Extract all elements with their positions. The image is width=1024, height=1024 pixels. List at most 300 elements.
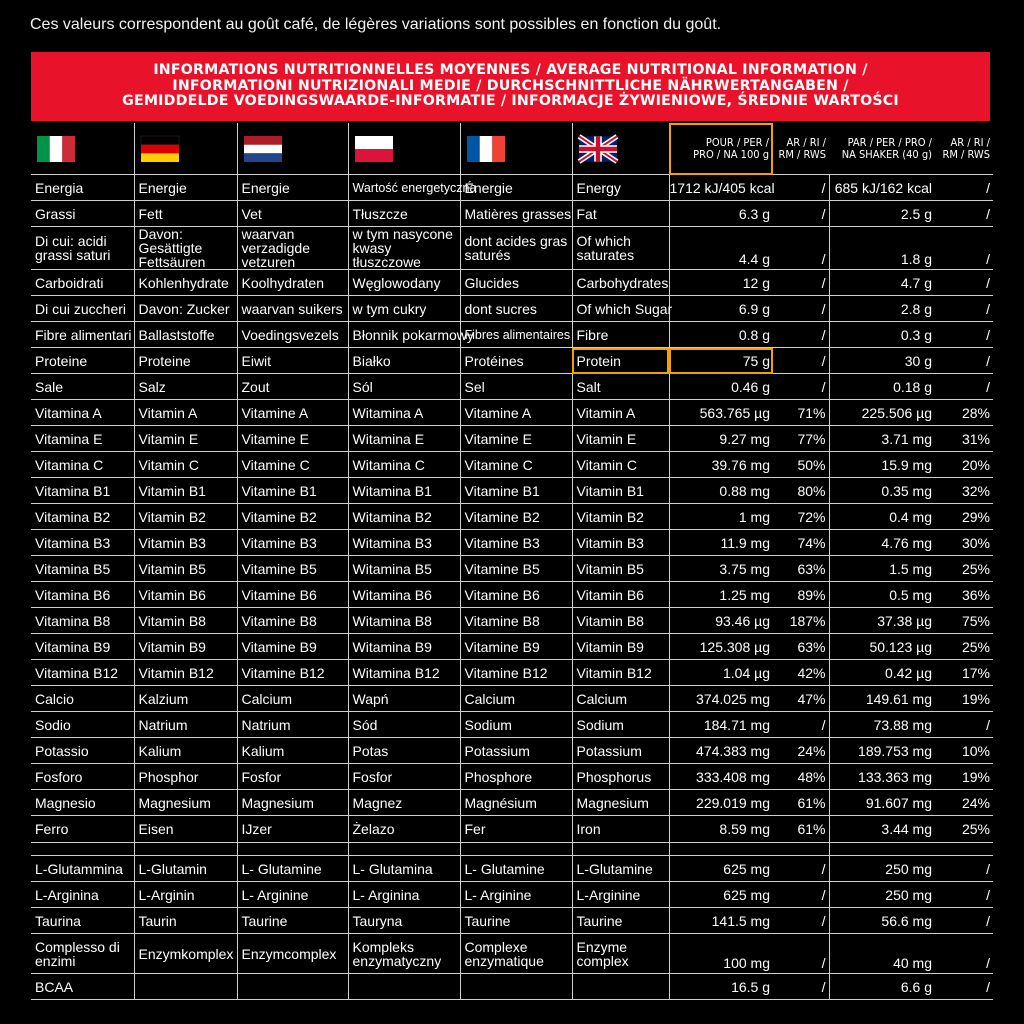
ri-per-shaker: [935, 764, 993, 790]
netherlands-flag-icon: [244, 136, 282, 162]
nutrient-name-en: Salt: [572, 374, 669, 400]
ri-value: /: [986, 912, 990, 929]
nutrient-name-en: Vitamin B9: [572, 634, 669, 660]
ri-per-shaker: [935, 530, 993, 556]
value-per-100g: 93.46 µg: [669, 608, 773, 634]
ri-value: /: [821, 251, 826, 267]
nutrient-name-en: L-Glutamine: [572, 856, 669, 882]
nutrient-name-fr: Vitamine B2: [460, 504, 572, 530]
nutrient-name-nl: L- Arginine: [237, 882, 348, 908]
ri-value: 77%: [797, 430, 826, 447]
nutrient-name-de: Fett: [134, 201, 237, 227]
ri-per-shaker: [935, 426, 993, 452]
ri-per-shaker: [935, 175, 993, 201]
ri-per-100g: [773, 686, 829, 712]
banner-line: INFORMATIONS NUTRITIONNELLES MOYENNES / AVERAGE NUTRITIONAL INFORMATION /: [153, 62, 868, 79]
nutrient-name-en: Vitamin A: [572, 400, 669, 426]
nutrient-name-it: Vitamina E: [31, 426, 134, 452]
flavour-note: Ces valeurs correspondent au goût café, de légères variations sont possibles en fonction du goût.: [30, 16, 722, 33]
gap-cell: [669, 843, 773, 856]
value-per-100g: 1 mg: [669, 504, 773, 530]
value-per-shaker: 0.42 µg: [829, 660, 935, 686]
ri-value: /: [986, 300, 990, 317]
nutrient-name-pl: L- Arginina: [348, 882, 460, 908]
nutrient-name-de: Proteine: [134, 348, 237, 374]
nutrient-name-en: Vitamin B3: [572, 530, 669, 556]
flag-cell: [348, 123, 460, 175]
nutrient-name-en: Taurine: [572, 908, 669, 934]
nutrient-name-fr: Vitamine B1: [460, 478, 572, 504]
nutrient-name-fr: [460, 974, 572, 1000]
ri-value: /: [986, 205, 990, 222]
nutrient-name-de: Davon: Zucker: [134, 296, 237, 322]
ri-per-100g: [773, 452, 829, 478]
nutrient-name-pl: w tym nasycone kwasy tłuszczowe: [348, 227, 460, 270]
ri-value: 17%: [961, 664, 990, 681]
value-per-shaker: 1.5 mg: [829, 556, 935, 582]
ri-per-shaker: [935, 856, 993, 882]
value-per-100g: 0.8 g: [669, 322, 773, 348]
nutrient-name-nl: Vitamine B5: [237, 556, 348, 582]
ri-per-shaker: [935, 608, 993, 634]
nutrient-name-de: Vitamin E: [134, 426, 237, 452]
ri-per-100g: [773, 634, 829, 660]
nutrient-name-pl: Tauryna: [348, 908, 460, 934]
ri-per-shaker: [935, 738, 993, 764]
ri-value: 74%: [797, 534, 826, 551]
nutrient-row: [31, 322, 993, 348]
value-per-shaker: 50.123 µg: [829, 634, 935, 660]
ri-per-100g: [773, 738, 829, 764]
ri-per-shaker: [935, 227, 993, 270]
ri-per-shaker: [935, 478, 993, 504]
italy-flag-icon: [37, 136, 75, 162]
ri-value: 63%: [797, 560, 826, 577]
nutrient-name-en: Protein: [572, 348, 669, 374]
nutrient-name-en: Vitamin C: [572, 452, 669, 478]
nutrient-row: [31, 478, 993, 504]
nutrient-name-nl: Vitamine B2: [237, 504, 348, 530]
nutrient-row: [31, 634, 993, 660]
ri-per-100g: [773, 175, 829, 201]
nutrient-name-it: Vitamina B12: [31, 660, 134, 686]
nutrient-name-de: Vitamin C: [134, 452, 237, 478]
ri-value: /: [986, 955, 990, 971]
ri-per-shaker: [935, 201, 993, 227]
nutrient-name-pl: Witamina B3: [348, 530, 460, 556]
nutrient-name-de: Ballaststoffe: [134, 322, 237, 348]
gap-cell: [773, 843, 829, 856]
ri-per-shaker: [935, 790, 993, 816]
nutrient-name-de: Energie: [134, 175, 237, 201]
ri-value: 42%: [797, 664, 826, 681]
nutrient-name-fr: Glucides: [460, 270, 572, 296]
nutrient-name-nl: Fosfor: [237, 764, 348, 790]
nutrient-name-fr: Vitamine B8: [460, 608, 572, 634]
nutrient-name-en: L-Arginine: [572, 882, 669, 908]
ri-value: 25%: [961, 560, 990, 577]
nutrient-name-it: Carboidrati: [31, 270, 134, 296]
ri-value: /: [986, 326, 990, 343]
ri-per-100g: [773, 660, 829, 686]
nutrient-name-fr: Sel: [460, 374, 572, 400]
nutrient-name-pl: Wartość energetyczna: [348, 175, 460, 201]
ri-value: 61%: [797, 821, 826, 837]
nutrient-name-fr: Vitamine B3: [460, 530, 572, 556]
value-per-shaker: 30 g: [829, 348, 935, 374]
value-per-shaker: 4.76 mg: [829, 530, 935, 556]
nutrient-name-it: Di cui zuccheri: [31, 296, 134, 322]
nutrient-name-it: Proteine: [31, 348, 134, 374]
ri-value: /: [986, 860, 990, 877]
value-per-shaker: 3.44 mg: [829, 816, 935, 843]
nutrient-name-it: Sale: [31, 374, 134, 400]
ri-value: /: [986, 251, 990, 267]
nutrient-name-de: Eisen: [134, 816, 237, 843]
nutrient-name-de: Taurin: [134, 908, 237, 934]
nutrient-name-it: Complesso di enzimi: [31, 934, 134, 974]
value-per-100g: 6.9 g: [669, 296, 773, 322]
value-per-shaker: 91.607 mg: [829, 790, 935, 816]
nutrient-name-it: Di cui: acidi grassi saturi: [31, 227, 134, 270]
value-per-100g: 374.025 mg: [669, 686, 773, 712]
ri-value: 48%: [797, 768, 826, 785]
gap-cell: [31, 843, 134, 856]
value-per-100g: 6.3 g: [669, 201, 773, 227]
nutrient-name-it: L-Glutammina: [31, 856, 134, 882]
nutrient-name-nl: Eiwit: [237, 348, 348, 374]
nutrient-name-it: Magnesio: [31, 790, 134, 816]
nutrient-row: [31, 175, 993, 201]
nutrient-name-en: Sodium: [572, 712, 669, 738]
nutrient-name-fr: Vitamine B12: [460, 660, 572, 686]
ri-per-100g: [773, 556, 829, 582]
nutrient-name-nl: Enzymcomplex: [237, 934, 348, 974]
nutrient-name-it: BCAA: [31, 974, 134, 1000]
ri-value: 19%: [961, 690, 990, 707]
nutrient-row: [31, 882, 993, 908]
nutrient-name-fr: L- Arginine: [460, 882, 572, 908]
nutrient-name-pl: Potas: [348, 738, 460, 764]
ri-per-shaker: [935, 452, 993, 478]
gap-cell: [935, 843, 993, 856]
value-per-shaker: 0.3 g: [829, 322, 935, 348]
ri-per-shaker: [935, 270, 993, 296]
nutrient-name-nl: Vet: [237, 201, 348, 227]
nutrient-name-it: Fibre alimentari: [31, 322, 134, 348]
nutrient-name-nl: Koolhydraten: [237, 270, 348, 296]
nutrient-name-nl: IJzer: [237, 816, 348, 843]
gap-cell: [460, 843, 572, 856]
nutrient-name-fr: Vitamine C: [460, 452, 572, 478]
value-per-100g: 474.383 mg: [669, 738, 773, 764]
ri-value: /: [821, 205, 826, 222]
value-per-100g: 11.9 mg: [669, 530, 773, 556]
nutrient-row: [31, 608, 993, 634]
value-per-shaker: 250 mg: [829, 882, 935, 908]
ri-per-100g: [773, 974, 829, 1000]
nutrient-name-pl: Witamina B8: [348, 608, 460, 634]
nutrient-name-it: Vitamina B8: [31, 608, 134, 634]
flag-cell: [134, 123, 237, 175]
nutrient-name-it: Potassio: [31, 738, 134, 764]
nutrient-name-nl: Energie: [237, 175, 348, 201]
nutrient-name-fr: dont sucres: [460, 296, 572, 322]
nutrient-name-de: Kalium: [134, 738, 237, 764]
nutrient-name-de: Magnesium: [134, 790, 237, 816]
nutrient-name-nl: Vitamine A: [237, 400, 348, 426]
ri-value: 19%: [961, 768, 990, 785]
nutrition-table: [31, 123, 993, 1000]
nutrient-name-it: Ferro: [31, 816, 134, 843]
nutrient-name-pl: L- Glutamina: [348, 856, 460, 882]
nutrient-row: [31, 686, 993, 712]
nutrient-name-de: [134, 974, 237, 1000]
flag-cell: [572, 123, 669, 175]
value-per-shaker: 15.9 mg: [829, 452, 935, 478]
ri-per-100g: [773, 582, 829, 608]
ri-per-100g: [773, 934, 829, 974]
value-per-100g: 75 g: [669, 348, 773, 374]
nutrient-row: [31, 400, 993, 426]
ri-value: /: [821, 326, 826, 343]
nutrient-name-fr: Protéines: [460, 348, 572, 374]
nutrient-name-pl: Błonnik pokarmowy: [348, 322, 460, 348]
ri-per-shaker: [935, 504, 993, 530]
ri-value: 25%: [961, 821, 990, 837]
ri-per-100g: [773, 478, 829, 504]
ri-value: 24%: [961, 794, 990, 811]
nutrient-name-en: Of which Sugar: [572, 296, 669, 322]
banner-line: GEMIDDELDE VOEDINGSWAARDE-INFORMATIE / INFORMACJE ŻYWIENIOWE, ŚREDNIE WARTOŚCI: [122, 93, 899, 110]
nutrient-name-pl: Witamina B12: [348, 660, 460, 686]
nutrient-name-nl: Vitamine B3: [237, 530, 348, 556]
nutrient-name-nl: Vitamine B6: [237, 582, 348, 608]
ri-header: AR / RI / RM / RWS: [773, 123, 829, 175]
ri-value: 30%: [961, 534, 990, 551]
nutrient-name-nl: Magnesium: [237, 790, 348, 816]
ri-per-shaker: [935, 712, 993, 738]
ri-value: 28%: [961, 404, 990, 421]
flag-cell: [31, 123, 134, 175]
flag-cell: [237, 123, 348, 175]
ri-per-100g: [773, 530, 829, 556]
value-per-shaker: 40 mg: [829, 934, 935, 974]
ri-per-100g: [773, 816, 829, 843]
nutrient-name-de: Vitamin B12: [134, 660, 237, 686]
nutrient-name-fr: Matières grasses: [460, 201, 572, 227]
nutrient-name-de: Vitamin B2: [134, 504, 237, 530]
gap-cell: [134, 843, 237, 856]
ri-per-100g: [773, 712, 829, 738]
nutrient-name-fr: Calcium: [460, 686, 572, 712]
france-flag-icon: [467, 136, 505, 162]
ri-per-100g: [773, 270, 829, 296]
nutrient-name-de: Natrium: [134, 712, 237, 738]
value-per-shaker: 250 mg: [829, 856, 935, 882]
nutrient-name-pl: [348, 974, 460, 1000]
ri-value: 89%: [797, 586, 826, 603]
ri-per-100g: [773, 322, 829, 348]
nutrient-name-fr: L- Glutamine: [460, 856, 572, 882]
ri-value: 25%: [961, 638, 990, 655]
nutrient-name-it: Vitamina C: [31, 452, 134, 478]
gap-cell: [829, 843, 935, 856]
nutrient-name-nl: Vitamine B8: [237, 608, 348, 634]
ri-value: /: [821, 860, 826, 877]
nutrient-name-it: Vitamina B5: [31, 556, 134, 582]
nutrient-name-pl: Witamina B1: [348, 478, 460, 504]
nutrient-name-de: Vitamin B8: [134, 608, 237, 634]
value-per-100g: 16.5 g: [669, 974, 773, 1000]
ri-per-100g: [773, 504, 829, 530]
nutrient-name-pl: Witamina B9: [348, 634, 460, 660]
ri-per-100g: [773, 608, 829, 634]
nutrient-row: [31, 712, 993, 738]
value-per-100g: 333.408 mg: [669, 764, 773, 790]
nutrient-name-pl: Sód: [348, 712, 460, 738]
ri-per-100g: [773, 227, 829, 270]
ri-value: 63%: [797, 638, 826, 655]
nutrient-name-en: Energy: [572, 175, 669, 201]
nutrient-name-en: Vitamin B1: [572, 478, 669, 504]
nutrient-name-fr: Magnésium: [460, 790, 572, 816]
ri-value: /: [986, 378, 990, 395]
nutrient-row: [31, 530, 993, 556]
value-per-shaker: 0.4 mg: [829, 504, 935, 530]
nutrient-name-pl: Wapń: [348, 686, 460, 712]
nutrient-row: [31, 816, 993, 843]
value-per-shaker: 4.7 g: [829, 270, 935, 296]
nutrient-name-en: Potassium: [572, 738, 669, 764]
nutrient-name-en: Vitamin B8: [572, 608, 669, 634]
nutrient-name-pl: Węglowodany: [348, 270, 460, 296]
value-per-shaker: 2.8 g: [829, 296, 935, 322]
nutrient-name-en: Enzyme complex: [572, 934, 669, 974]
ri-per-shaker: [935, 816, 993, 843]
value-per-shaker: 0.18 g: [829, 374, 935, 400]
nutrient-name-fr: Fibres alimentaires: [460, 322, 572, 348]
nutrient-name-fr: Sodium: [460, 712, 572, 738]
gap-cell: [572, 843, 669, 856]
nutrient-name-en: Vitamin E: [572, 426, 669, 452]
ri-per-100g: [773, 426, 829, 452]
ri-per-shaker: [935, 660, 993, 686]
nutrient-name-pl: Magnez: [348, 790, 460, 816]
ri-per-shaker: [935, 374, 993, 400]
ri-value: /: [821, 912, 826, 929]
nutrient-row: [31, 348, 993, 374]
nutrient-name-fr: Vitamine B6: [460, 582, 572, 608]
nutrient-name-de: Vitamin B6: [134, 582, 237, 608]
nutrient-name-it: Calcio: [31, 686, 134, 712]
ri-per-100g: [773, 201, 829, 227]
nutrient-name-pl: Sól: [348, 374, 460, 400]
ri-per-shaker: [935, 882, 993, 908]
ri-value: 72%: [797, 508, 826, 525]
ri-value: /: [986, 352, 990, 369]
nutrient-name-pl: Witamina E: [348, 426, 460, 452]
banner-line: INFORMATIONI NUTRIZIONALI MEDIE / DURCHSCHNITTLICHE NÄHRWERTANGABEN /: [172, 77, 849, 94]
nutrient-row: [31, 934, 993, 974]
ri-value: /: [986, 716, 990, 733]
nutrient-name-nl: [237, 974, 348, 1000]
nutrient-name-it: Taurina: [31, 908, 134, 934]
ri-value: /: [821, 378, 826, 395]
nutrient-name-en: Phosphorus: [572, 764, 669, 790]
nutrient-name-de: Kalzium: [134, 686, 237, 712]
ri-per-shaker: [935, 974, 993, 1000]
nutrient-name-en: Of which saturates: [572, 227, 669, 270]
uk-flag-icon: [579, 136, 617, 162]
ri-per-shaker: [935, 400, 993, 426]
nutrient-name-it: Vitamina B6: [31, 582, 134, 608]
nutrient-name-nl: Voedingsvezels: [237, 322, 348, 348]
nutrient-name-nl: Vitamine B12: [237, 660, 348, 686]
nutrient-name-de: Davon: Gesättigte Fettsäuren: [134, 227, 237, 270]
ri-per-100g: [773, 348, 829, 374]
ri-per-shaker: [935, 556, 993, 582]
ri-value: /: [821, 886, 826, 903]
value-per-100g: 4.4 g: [669, 227, 773, 270]
nutrient-name-nl: Calcium: [237, 686, 348, 712]
nutrient-row: [31, 974, 993, 1000]
ri-value: /: [821, 716, 826, 733]
nutrient-name-en: Calcium: [572, 686, 669, 712]
value-per-100g: 9.27 mg: [669, 426, 773, 452]
nutrient-name-nl: Vitamine B1: [237, 478, 348, 504]
nutrient-name-nl: Vitamine C: [237, 452, 348, 478]
nutrient-name-nl: L- Glutamine: [237, 856, 348, 882]
value-per-100g: 0.88 mg: [669, 478, 773, 504]
value-per-100g: 3.75 mg: [669, 556, 773, 582]
ri-value: 71%: [797, 404, 826, 421]
ri-per-shaker: [935, 296, 993, 322]
nutrient-row: [31, 764, 993, 790]
value-per-100g: 100 mg: [669, 934, 773, 974]
value-per-shaker: 0.35 mg: [829, 478, 935, 504]
nutrient-name-nl: Natrium: [237, 712, 348, 738]
nutrient-name-pl: Kompleks enzymatyczny: [348, 934, 460, 974]
value-per-100g: 12 g: [669, 270, 773, 296]
ri-value: /: [821, 300, 826, 317]
value-per-100g: 39.76 mg: [669, 452, 773, 478]
nutrient-name-pl: Tłuszcze: [348, 201, 460, 227]
value-per-100g: 625 mg: [669, 856, 773, 882]
header-row: [31, 123, 993, 175]
ri-value: /: [821, 955, 826, 971]
nutrient-name-fr: Taurine: [460, 908, 572, 934]
nutrient-name-en: Vitamin B5: [572, 556, 669, 582]
nutrient-name-fr: Fer: [460, 816, 572, 843]
ri-per-shaker: [935, 934, 993, 974]
nutrient-name-it: Vitamina B1: [31, 478, 134, 504]
nutrient-name-en: Fibre: [572, 322, 669, 348]
ri-per-shaker: [935, 634, 993, 660]
ri-value: /: [986, 274, 990, 291]
ri-value: 47%: [797, 690, 826, 707]
ri-per-100g: [773, 882, 829, 908]
ri-value: 32%: [961, 482, 990, 499]
value-per-shaker: 133.363 mg: [829, 764, 935, 790]
value-per-100g: 229.019 mg: [669, 790, 773, 816]
nutrient-name-nl: Vitamine E: [237, 426, 348, 452]
nutrient-name-pl: Witamina B2: [348, 504, 460, 530]
nutrient-name-en: Magnesium: [572, 790, 669, 816]
nutrient-name-fr: Vitamine A: [460, 400, 572, 426]
nutrient-name-pl: Fosfor: [348, 764, 460, 790]
nutrient-name-fr: Phosphore: [460, 764, 572, 790]
